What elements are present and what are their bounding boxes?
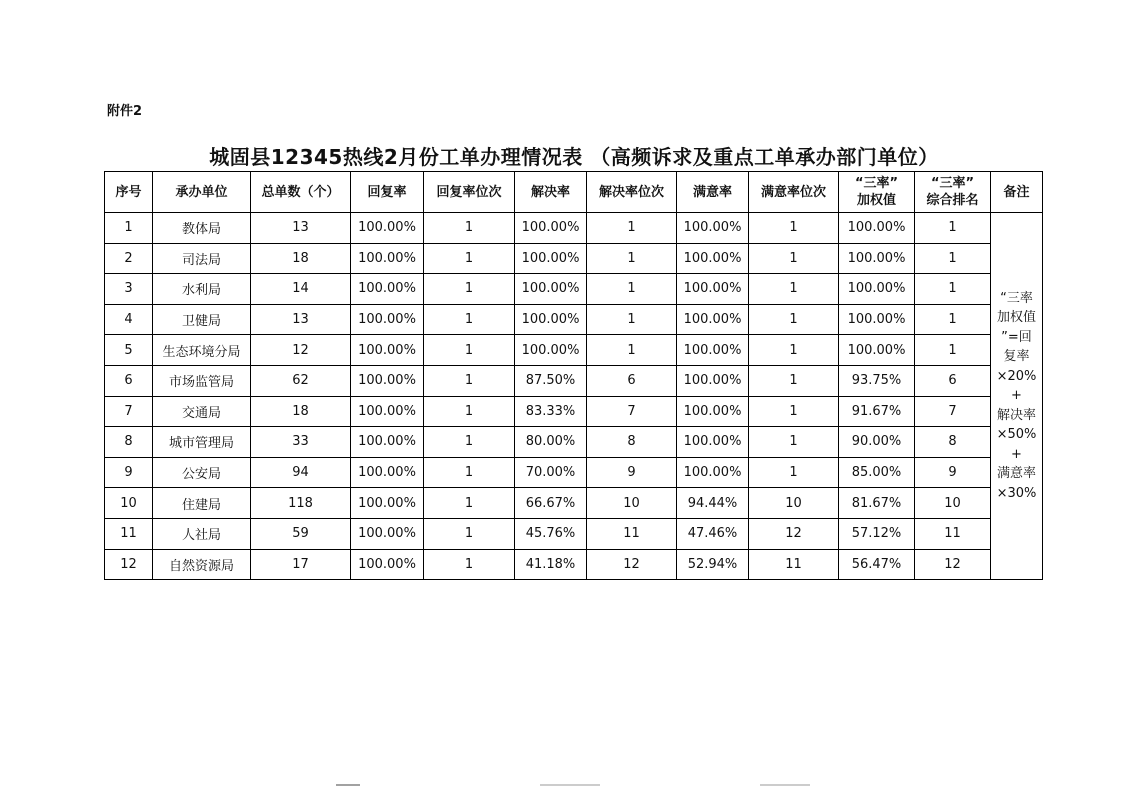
cell-reply-rate: 100.00%: [351, 457, 424, 488]
remark-cell: [991, 213, 1043, 580]
cell-total: 13: [251, 304, 351, 335]
remark-line: +: [1011, 446, 1022, 462]
cell-reply-rank: 1: [424, 457, 515, 488]
cell-reply-rank: 1: [424, 213, 515, 244]
table-row: [105, 518, 1043, 549]
cell-unit: 水利局: [153, 274, 251, 305]
cell-weighted: 81.67%: [839, 488, 915, 519]
cell-satisfaction-rate: 52.94%: [677, 549, 749, 580]
cell-no: 7: [105, 396, 153, 427]
cell-satisfaction-rank: 11: [749, 549, 839, 580]
cell-weighted: 85.00%: [839, 457, 915, 488]
cell-unit: 市场监管局: [153, 365, 251, 396]
cell-weighted: 90.00%: [839, 427, 915, 458]
remark-line: ”=回: [1001, 329, 1032, 345]
cell-total: 33: [251, 427, 351, 458]
ticket-report-table: [104, 171, 1043, 580]
cell-solve-rank: 1: [587, 243, 677, 274]
table-body: [105, 213, 1043, 580]
cell-overall-rank: 7: [915, 396, 991, 427]
cell-overall-rank: 12: [915, 549, 991, 580]
cell-no: 1: [105, 213, 153, 244]
cell-satisfaction-rate: 47.46%: [677, 518, 749, 549]
cell-unit: 住建局: [153, 488, 251, 519]
scan-artifact: [760, 784, 810, 786]
cell-no: 4: [105, 304, 153, 335]
cell-reply-rank: 1: [424, 335, 515, 366]
cell-total: 18: [251, 396, 351, 427]
header-overall-line2: 综合排名: [926, 193, 979, 208]
cell-solve-rate: 100.00%: [515, 243, 587, 274]
cell-unit: 城市管理局: [153, 427, 251, 458]
cell-no: 5: [105, 335, 153, 366]
cell-no: 10: [105, 488, 153, 519]
cell-no: 8: [105, 427, 153, 458]
table-row: [105, 213, 1043, 244]
remark-line: “三率: [1000, 290, 1033, 306]
cell-reply-rate: 100.00%: [351, 304, 424, 335]
cell-solve-rank: 1: [587, 304, 677, 335]
table-row: [105, 427, 1043, 458]
header-solve-rank: 解决率位次: [587, 172, 677, 213]
cell-reply-rank: 1: [424, 243, 515, 274]
cell-unit: 交通局: [153, 396, 251, 427]
cell-unit: 生态环境分局: [153, 335, 251, 366]
cell-solve-rate: 70.00%: [515, 457, 587, 488]
header-weighted-line2: 加权值: [856, 193, 896, 208]
cell-total: 62: [251, 365, 351, 396]
remark-line: ×30%: [996, 485, 1037, 501]
cell-satisfaction-rank: 1: [749, 396, 839, 427]
cell-weighted: 57.12%: [839, 518, 915, 549]
scan-artifact: [336, 784, 360, 786]
header-weighted: [839, 172, 915, 213]
cell-reply-rank: 1: [424, 549, 515, 580]
cell-satisfaction-rank: 1: [749, 427, 839, 458]
cell-unit: 司法局: [153, 243, 251, 274]
remark-line: ×50%: [996, 427, 1037, 443]
cell-reply-rate: 100.00%: [351, 213, 424, 244]
cell-reply-rank: 1: [424, 365, 515, 396]
cell-no: 9: [105, 457, 153, 488]
cell-reply-rate: 100.00%: [351, 274, 424, 305]
table-row: [105, 488, 1043, 519]
cell-satisfaction-rank: 1: [749, 457, 839, 488]
cell-reply-rank: 1: [424, 488, 515, 519]
cell-solve-rate: 66.67%: [515, 488, 587, 519]
cell-reply-rate: 100.00%: [351, 396, 424, 427]
cell-no: 2: [105, 243, 153, 274]
cell-solve-rank: 1: [587, 213, 677, 244]
header-reply-rate: 回复率: [351, 172, 424, 213]
cell-satisfaction-rate: 100.00%: [677, 457, 749, 488]
cell-reply-rate: 100.00%: [351, 365, 424, 396]
table-row: [105, 304, 1043, 335]
cell-satisfaction-rank: 1: [749, 213, 839, 244]
header-overall-rank: [915, 172, 991, 213]
remark-line: 复率: [1003, 349, 1030, 365]
page-title: 城固县12345热线2月份工单办理情况表 （高频诉求及重点工单承办部门单位）: [209, 145, 939, 169]
cell-solve-rank: 6: [587, 365, 677, 396]
header-overall-line1: “三率”: [930, 176, 975, 191]
cell-satisfaction-rate: 100.00%: [677, 427, 749, 458]
cell-solve-rate: 83.33%: [515, 396, 587, 427]
cell-total: 18: [251, 243, 351, 274]
cell-overall-rank: 11: [915, 518, 991, 549]
cell-overall-rank: 10: [915, 488, 991, 519]
table-row: [105, 365, 1043, 396]
cell-satisfaction-rate: 100.00%: [677, 396, 749, 427]
cell-solve-rate: 41.18%: [515, 549, 587, 580]
cell-weighted: 100.00%: [839, 304, 915, 335]
table-row: [105, 549, 1043, 580]
cell-reply-rank: 1: [424, 396, 515, 427]
cell-solve-rank: 12: [587, 549, 677, 580]
cell-overall-rank: 1: [915, 304, 991, 335]
cell-solve-rate: 87.50%: [515, 365, 587, 396]
header-no: 序号: [105, 172, 153, 213]
attachment-label: 附件2: [107, 104, 143, 119]
cell-solve-rank: 8: [587, 427, 677, 458]
cell-satisfaction-rank: 1: [749, 335, 839, 366]
cell-overall-rank: 1: [915, 335, 991, 366]
table-row: [105, 335, 1043, 366]
scan-artifact: [540, 784, 600, 786]
cell-reply-rate: 100.00%: [351, 518, 424, 549]
cell-reply-rate: 100.00%: [351, 335, 424, 366]
cell-satisfaction-rank: 1: [749, 304, 839, 335]
cell-weighted: 100.00%: [839, 243, 915, 274]
cell-unit: 卫健局: [153, 304, 251, 335]
cell-overall-rank: 1: [915, 243, 991, 274]
cell-satisfaction-rank: 12: [749, 518, 839, 549]
cell-overall-rank: 8: [915, 427, 991, 458]
cell-reply-rank: 1: [424, 518, 515, 549]
cell-solve-rank: 10: [587, 488, 677, 519]
cell-weighted: 91.67%: [839, 396, 915, 427]
cell-satisfaction-rate: 100.00%: [677, 213, 749, 244]
cell-satisfaction-rate: 100.00%: [677, 335, 749, 366]
remark-line: +: [1011, 388, 1022, 404]
cell-no: 3: [105, 274, 153, 305]
cell-total: 17: [251, 549, 351, 580]
cell-weighted: 100.00%: [839, 213, 915, 244]
cell-satisfaction-rate: 94.44%: [677, 488, 749, 519]
remark-line: ×20%: [996, 368, 1037, 384]
cell-no: 6: [105, 365, 153, 396]
cell-unit: 公安局: [153, 457, 251, 488]
cell-satisfaction-rank: 1: [749, 365, 839, 396]
cell-satisfaction-rate: 100.00%: [677, 365, 749, 396]
cell-overall-rank: 1: [915, 274, 991, 305]
cell-overall-rank: 1: [915, 213, 991, 244]
cell-total: 118: [251, 488, 351, 519]
remark-line: 解决率: [996, 407, 1036, 423]
header-satisfaction-rank: 满意率位次: [749, 172, 839, 213]
cell-solve-rank: 1: [587, 335, 677, 366]
cell-reply-rate: 100.00%: [351, 549, 424, 580]
header-reply-rank: 回复率位次: [424, 172, 515, 213]
table-row: [105, 243, 1043, 274]
table-header-row: [105, 172, 1043, 213]
remark-line: 加权值: [996, 310, 1036, 326]
cell-weighted: 100.00%: [839, 274, 915, 305]
cell-reply-rank: 1: [424, 427, 515, 458]
cell-satisfaction-rank: 1: [749, 274, 839, 305]
cell-total: 59: [251, 518, 351, 549]
table-row: [105, 457, 1043, 488]
cell-solve-rank: 9: [587, 457, 677, 488]
cell-reply-rank: 1: [424, 274, 515, 305]
cell-total: 13: [251, 213, 351, 244]
cell-satisfaction-rate: 100.00%: [677, 243, 749, 274]
table-row: [105, 274, 1043, 305]
cell-solve-rate: 100.00%: [515, 335, 587, 366]
cell-reply-rank: 1: [424, 304, 515, 335]
cell-solve-rank: 7: [587, 396, 677, 427]
cell-solve-rate: 80.00%: [515, 427, 587, 458]
header-weighted-line1: “三率”: [854, 176, 899, 191]
cell-satisfaction-rank: 10: [749, 488, 839, 519]
cell-no: 12: [105, 549, 153, 580]
header-satisfaction-rate: 满意率: [677, 172, 749, 213]
cell-solve-rate: 100.00%: [515, 304, 587, 335]
cell-total: 12: [251, 335, 351, 366]
cell-solve-rank: 11: [587, 518, 677, 549]
table-row: [105, 396, 1043, 427]
cell-satisfaction-rate: 100.00%: [677, 304, 749, 335]
cell-satisfaction-rate: 100.00%: [677, 274, 749, 305]
cell-unit: 人社局: [153, 518, 251, 549]
cell-overall-rank: 6: [915, 365, 991, 396]
header-remark: 备注: [991, 172, 1043, 213]
cell-weighted: 93.75%: [839, 365, 915, 396]
cell-solve-rate: 100.00%: [515, 213, 587, 244]
cell-solve-rank: 1: [587, 274, 677, 305]
cell-unit: 教体局: [153, 213, 251, 244]
header-unit: 承办单位: [153, 172, 251, 213]
cell-total: 14: [251, 274, 351, 305]
cell-no: 11: [105, 518, 153, 549]
cell-overall-rank: 9: [915, 457, 991, 488]
cell-unit: 自然资源局: [153, 549, 251, 580]
cell-total: 94: [251, 457, 351, 488]
cell-reply-rate: 100.00%: [351, 488, 424, 519]
cell-solve-rate: 45.76%: [515, 518, 587, 549]
remark-line: 满意率: [996, 466, 1036, 482]
header-total: 总单数（个）: [251, 172, 351, 213]
cell-weighted: 56.47%: [839, 549, 915, 580]
cell-reply-rate: 100.00%: [351, 243, 424, 274]
cell-reply-rate: 100.00%: [351, 427, 424, 458]
header-solve-rate: 解决率: [515, 172, 587, 213]
cell-solve-rate: 100.00%: [515, 274, 587, 305]
cell-satisfaction-rank: 1: [749, 243, 839, 274]
cell-weighted: 100.00%: [839, 335, 915, 366]
